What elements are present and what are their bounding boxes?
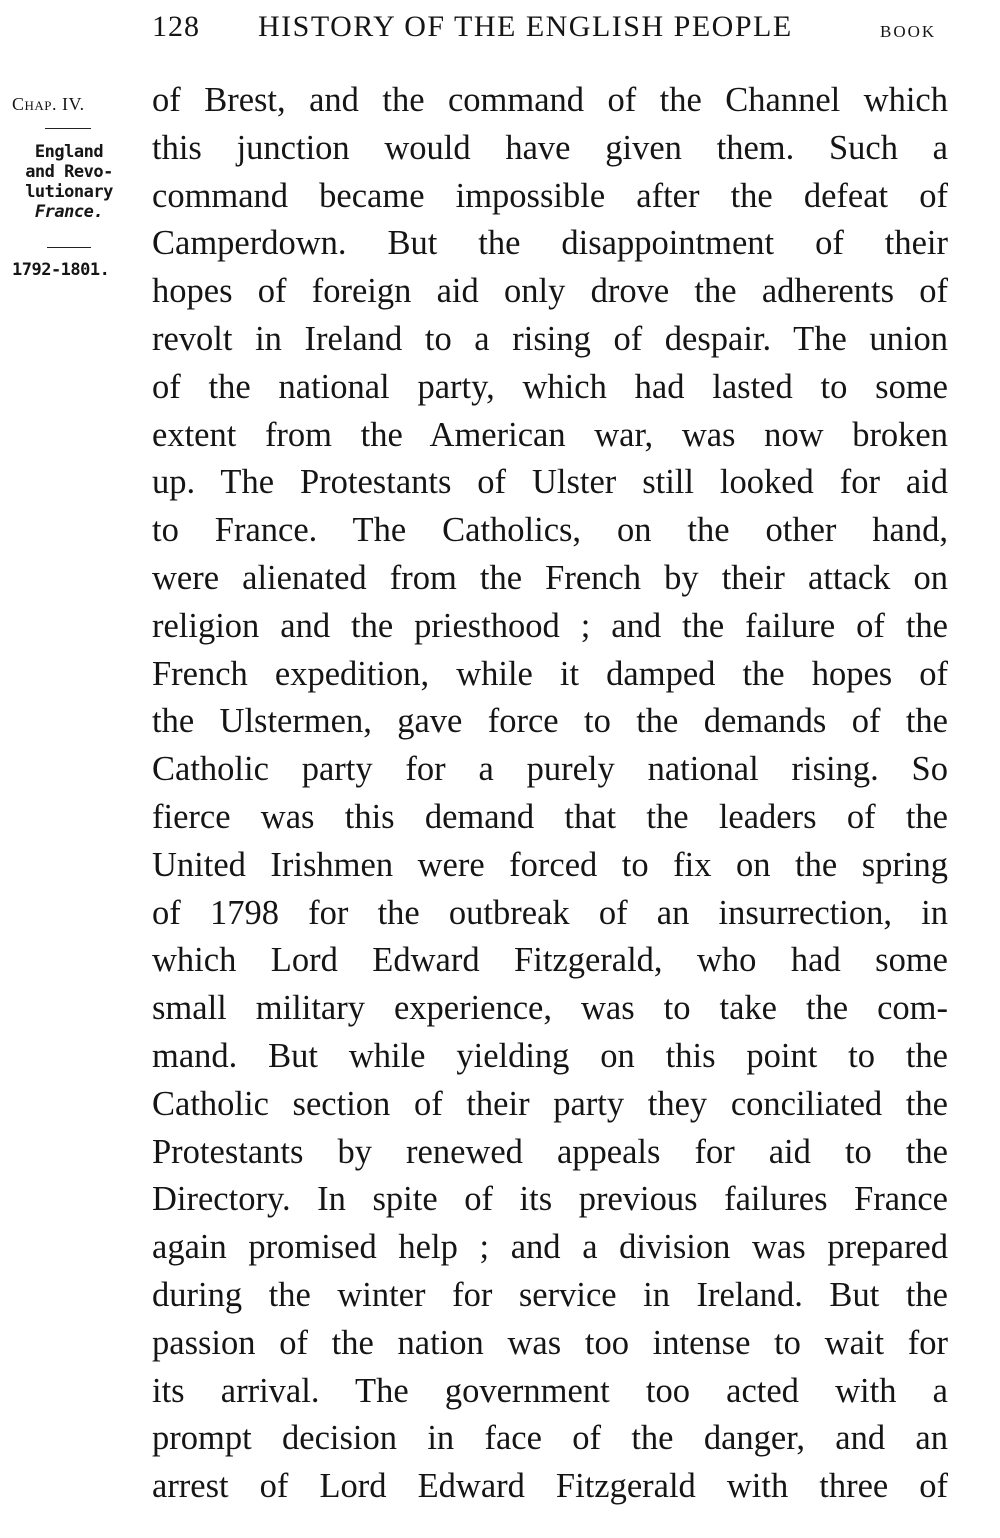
text-line: United Irishmen were forced to fix on the spring bbox=[152, 845, 948, 884]
text-line: of the national party, which had lasted to some bbox=[152, 367, 948, 406]
text-line: command became impossible after the defeat of bbox=[152, 176, 948, 215]
book-label: BOOK bbox=[880, 22, 937, 41]
text-line: arrest of Lord Edward Fitzgerald with three of bbox=[152, 1467, 948, 1506]
page-header bbox=[0, 10, 1000, 50]
text-line: religion and the priesthood ; and the failure of the bbox=[152, 606, 948, 645]
text-line: Directory. In spite of its previous failures France bbox=[152, 1180, 948, 1219]
text-line: this junction would have given them. Such a bbox=[152, 128, 948, 167]
margin-rule bbox=[47, 247, 91, 248]
side-topic-line: lutionary bbox=[25, 182, 113, 202]
text-line: up. The Protestants of Ulster still looked for aid bbox=[152, 463, 948, 502]
body-text bbox=[152, 77, 948, 1511]
text-line: Protestants by renewed appeals for aid to the bbox=[152, 1132, 948, 1171]
chapter-label bbox=[12, 94, 85, 115]
text-line: small military experience, was to take the com- bbox=[152, 989, 948, 1028]
side-topic-line: and Revo- bbox=[25, 162, 113, 182]
date-range: 1792-1801. bbox=[12, 260, 110, 280]
text-line: hopes of foreign aid only drove the adherents of bbox=[152, 272, 948, 311]
side-topic-line: France. bbox=[34, 202, 104, 222]
text-line: Catholic party for a purely national rising. So bbox=[152, 750, 948, 789]
text-line: revolt in Ireland to a rising of despair. The union bbox=[152, 319, 948, 358]
text-line: of Brest, and the command of the Channel which bbox=[152, 81, 948, 119]
text-line: which Lord Edward Fitzgerald, who had some bbox=[152, 941, 948, 980]
text-line: the Ulstermen, gave force to the demands of the bbox=[152, 702, 948, 741]
text-line: Catholic section of their party they conciliated the bbox=[152, 1084, 948, 1123]
side-topic bbox=[4, 142, 134, 222]
text-line: prompt decision in face of the danger, and an bbox=[152, 1419, 948, 1458]
page-number: 128 bbox=[152, 10, 200, 43]
text-line: to France. The Catholics, on the other hand, bbox=[152, 511, 948, 550]
text-line: were alienated from the French by their attack on bbox=[152, 558, 948, 597]
text-line: during the winter for service in Ireland. But the bbox=[152, 1275, 948, 1314]
text-line: Camperdown. But the disappointment of their bbox=[152, 224, 948, 263]
text-line: fierce was this demand that the leaders of the bbox=[152, 797, 948, 836]
text-line: its arrival. The government too acted with a bbox=[152, 1371, 948, 1410]
text-line: again promised help ; and a division was prepared bbox=[152, 1228, 948, 1267]
running-title: HISTORY OF THE ENGLISH PEOPLE bbox=[258, 10, 793, 43]
text-line: mand. But while yielding on this point to the bbox=[152, 1036, 948, 1075]
chapter-label-text: Chap. IV. bbox=[12, 94, 85, 114]
text-line: French expedition, while it damped the hopes of bbox=[152, 654, 948, 693]
text-line: of 1798 for the outbreak of an insurrection, in bbox=[152, 893, 948, 932]
margin-rule bbox=[45, 128, 91, 129]
text-line: passion of the nation was too intense to wait for bbox=[152, 1323, 948, 1362]
text-line: extent from the American war, was now broken bbox=[152, 415, 948, 454]
side-topic-line: England bbox=[34, 142, 104, 162]
